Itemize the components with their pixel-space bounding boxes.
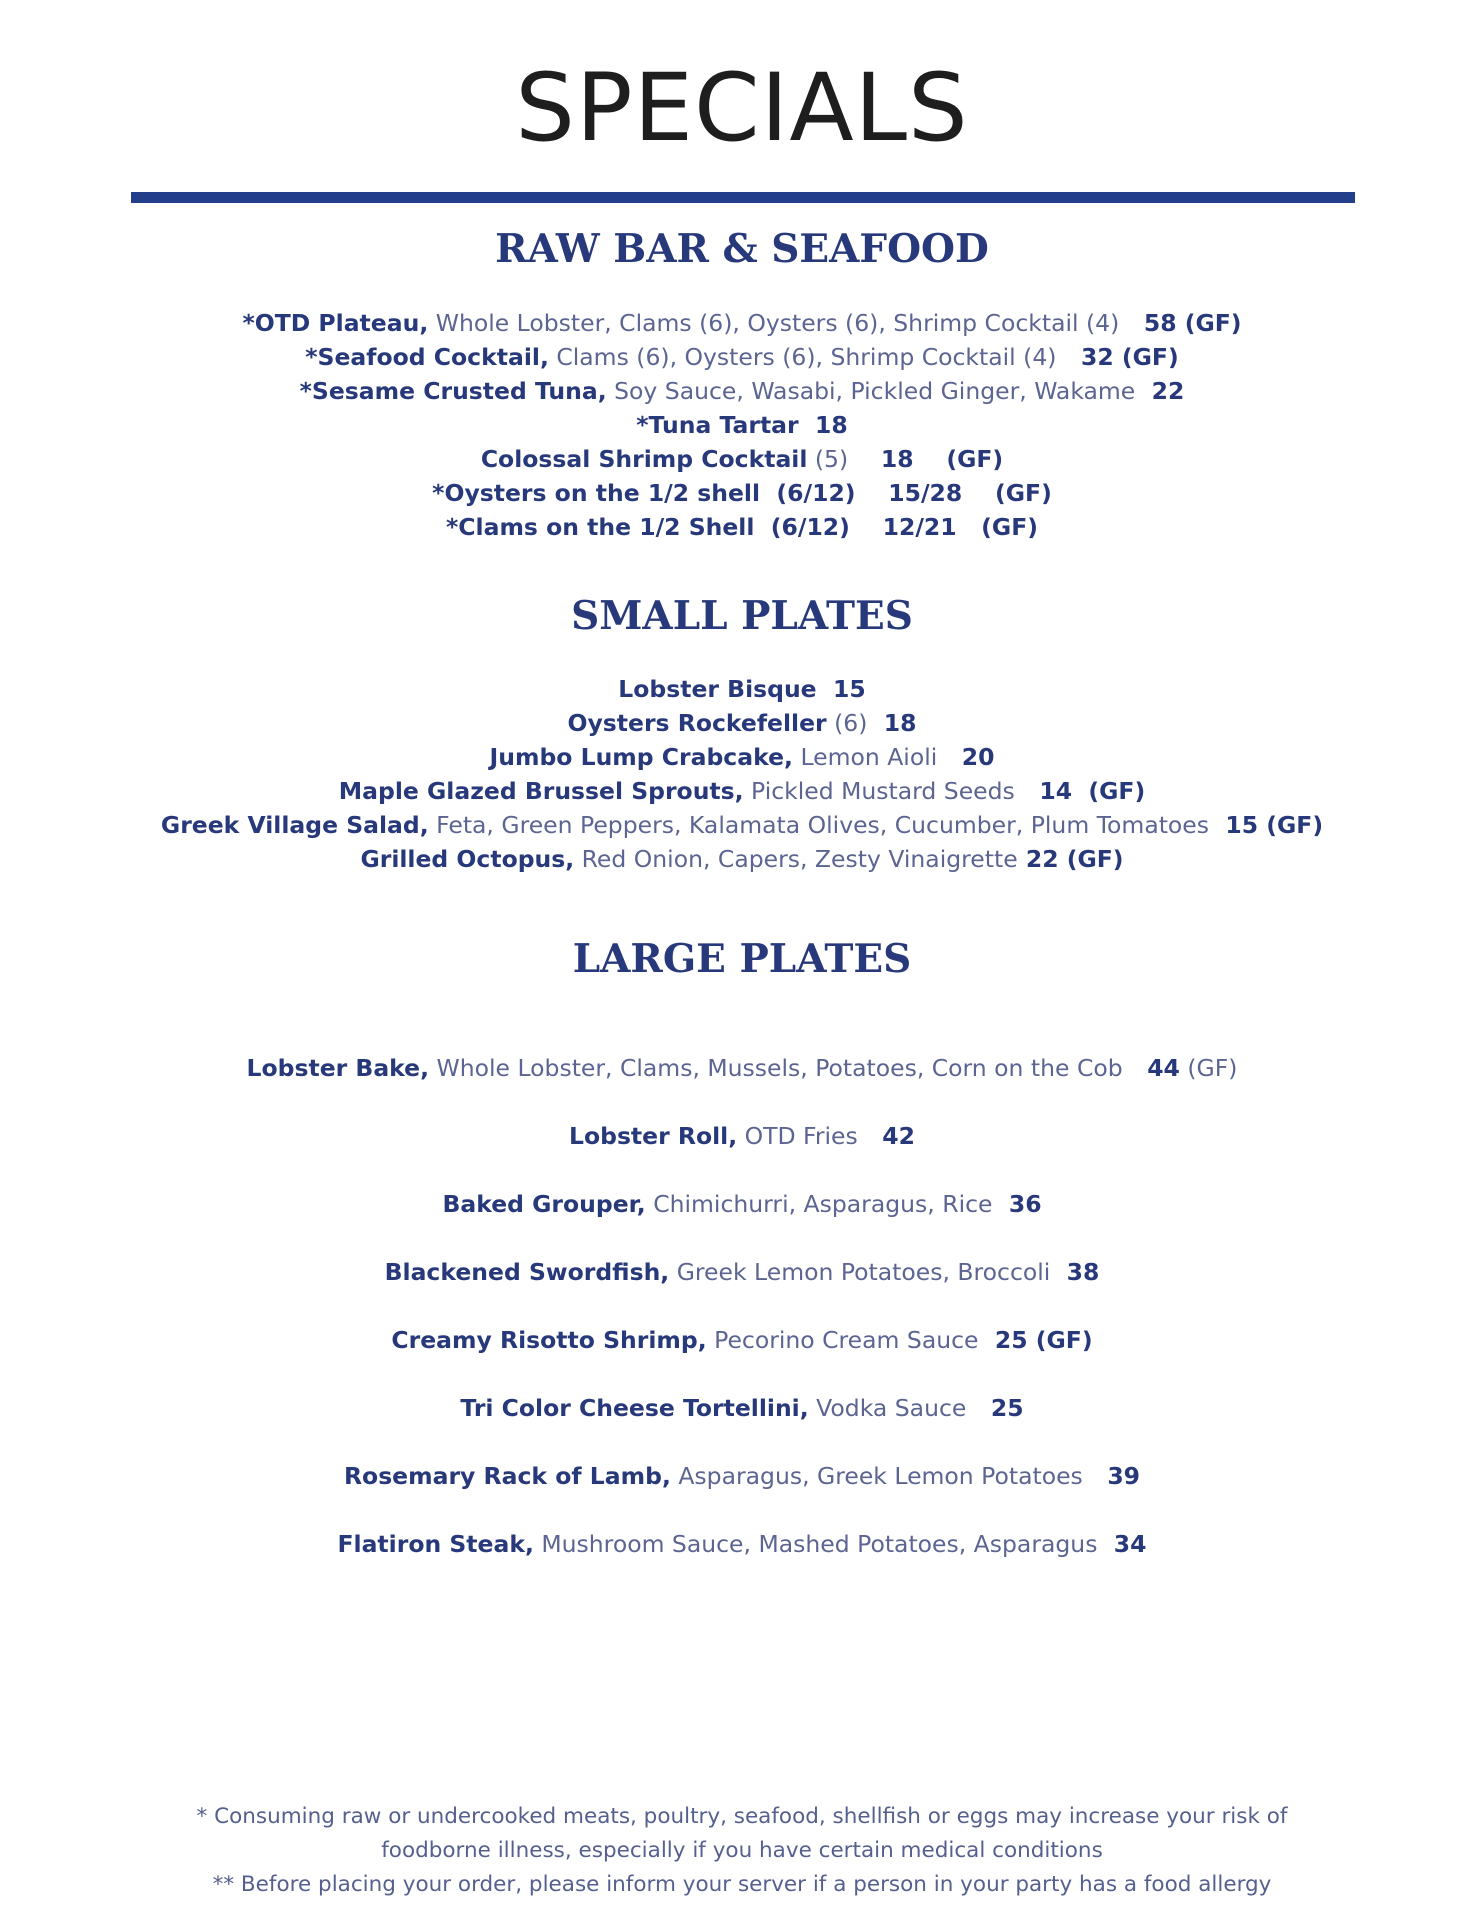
- menu-item-description: OTD Fries: [737, 1122, 858, 1150]
- menu-item: [0, 408, 1484, 442]
- menu-item-price: 15: [816, 675, 866, 703]
- menu-item-description: (6): [826, 709, 868, 737]
- menu-item-price: 58 (GF): [1119, 309, 1242, 337]
- menu-item-price: 18 (GF): [848, 445, 1004, 473]
- menu-item-name: *Sesame Crusted Tuna,: [299, 377, 607, 405]
- large-plates-list: [0, 1034, 1484, 1578]
- menu-item-description: Pickled Mustard Seeds: [743, 777, 1015, 805]
- menu-item: [0, 1102, 1484, 1170]
- menu-item: [0, 842, 1484, 876]
- menu-item-price: 44: [1122, 1054, 1180, 1082]
- menu-item-description: Soy Sauce, Wasabi, Pickled Ginger, Wakame: [606, 377, 1136, 405]
- raw-bar-list: [0, 306, 1484, 544]
- menu-item-price: 36: [992, 1190, 1042, 1218]
- menu-item-price: 34: [1097, 1530, 1147, 1558]
- menu-item-price: 38: [1050, 1258, 1100, 1286]
- menu-item-description: Asparagus, Greek Lemon Potatoes: [670, 1462, 1083, 1490]
- menu-item-description: Feta, Green Peppers, Kalamata Olives, Cucumber, Plum Tomatoes: [428, 811, 1210, 839]
- menu-item-description: Red Onion, Capers, Zesty Vinaigrette: [574, 845, 1018, 873]
- menu-item-name: Colossal Shrimp Cocktail: [480, 445, 808, 473]
- menu-item: [0, 1306, 1484, 1374]
- menu-item-price: 32 (GF): [1056, 343, 1179, 371]
- menu-item-name: Blackened Swordfish,: [384, 1258, 670, 1286]
- menu-item-description: Lemon Aioli: [792, 743, 938, 771]
- menu-item-price: 15 (GF): [1209, 811, 1324, 839]
- menu-item-description: Mushroom Sauce, Mashed Potatoes, Asparagus: [533, 1530, 1098, 1558]
- title-divider: [131, 192, 1355, 203]
- menu-item-name: Tri Color Cheese Tortellini,: [460, 1394, 809, 1422]
- menu-item-price: 25 (GF): [978, 1326, 1093, 1354]
- allergy-disclaimer: [0, 1800, 1484, 1902]
- menu-item-name: Creamy Risotto Shrimp,: [391, 1326, 707, 1354]
- menu-item: [0, 374, 1484, 408]
- disclaimer-line-3: ** Before placing your order, please inform your server if a person in your party has a food allergy: [212, 1872, 1272, 1897]
- menu-item-price: (6/12) 15/28 (GF): [760, 479, 1052, 507]
- menu-item-name: Flatiron Steak,: [337, 1530, 534, 1558]
- section-heading-raw-bar: RAW BAR & SEAFOOD: [495, 226, 989, 272]
- menu-item-name: Rosemary Rack of Lamb,: [343, 1462, 671, 1490]
- small-plates-list: [0, 672, 1484, 876]
- menu-item-description: Pecorino Cream Sauce: [706, 1326, 979, 1354]
- menu-item: [0, 672, 1484, 706]
- menu-item: [0, 1442, 1484, 1510]
- menu-item-name: Lobster Roll,: [569, 1122, 738, 1150]
- disclaimer-line-2: foodborne illness, especially if you have certain medical conditions: [381, 1838, 1103, 1863]
- menu-item-name: Baked Grouper,: [442, 1190, 646, 1218]
- menu-item-name: Greek Village Salad,: [160, 811, 429, 839]
- menu-item: [0, 740, 1484, 774]
- menu-item-description: Whole Lobster, Clams, Mussels, Potatoes, Corn on the Cob: [429, 1054, 1123, 1082]
- menu-item: [0, 808, 1484, 842]
- menu-item-name: Maple Glazed Brussel Sprouts,: [338, 777, 744, 805]
- menu-item: [0, 1238, 1484, 1306]
- menu-item-description: Vodka Sauce: [808, 1394, 967, 1422]
- menu-item-price: 25: [966, 1394, 1024, 1422]
- section-heading-large-plates: LARGE PLATES: [572, 936, 912, 982]
- menu-item-price: 42: [857, 1122, 915, 1150]
- menu-item-name: *OTD Plateau,: [242, 309, 429, 337]
- menu-item-name: *Tuna Tartar: [636, 411, 799, 439]
- page-title: SPECIALS: [515, 54, 969, 163]
- menu-item: [0, 706, 1484, 740]
- menu-item-name: *Seafood Cocktail,: [305, 343, 549, 371]
- menu-item-price: 18: [798, 411, 848, 439]
- disclaimer-line-1: * Consuming raw or undercooked meats, poultry, seafood, shellfish or eggs may increase your risk of: [196, 1804, 1288, 1829]
- menu-item: [0, 774, 1484, 808]
- menu-item-dietary-tag: (GF): [1179, 1054, 1238, 1082]
- menu-item: [0, 306, 1484, 340]
- menu-item-description: Clams (6), Oysters (6), Shrimp Cocktail (4): [548, 343, 1057, 371]
- menu-item-price: 18: [867, 709, 917, 737]
- menu-item-name: Oysters Rockefeller: [567, 709, 827, 737]
- menu-item-price: 14 (GF): [1014, 777, 1146, 805]
- menu-item-description: Greek Lemon Potatoes, Broccoli: [669, 1258, 1051, 1286]
- menu-item-name: *Clams on the 1/2 Shell: [446, 513, 755, 541]
- menu-item-price: (6/12) 12/21 (GF): [754, 513, 1038, 541]
- menu-item-price: 20: [937, 743, 995, 771]
- menu-item: [0, 1170, 1484, 1238]
- menu-item: [0, 510, 1484, 544]
- menu-item-description: Whole Lobster, Clams (6), Oysters (6), Shrimp Cocktail (4): [428, 309, 1120, 337]
- menu-item-description: Chimichurri, Asparagus, Rice: [645, 1190, 993, 1218]
- menu-item: [0, 476, 1484, 510]
- menu-item-price: 39: [1082, 1462, 1141, 1490]
- menu-item: [0, 1374, 1484, 1442]
- menu-item-description: (5): [807, 445, 849, 473]
- menu-item-name: Jumbo Lump Crabcake,: [489, 743, 793, 771]
- menu-item: [0, 340, 1484, 374]
- menu-item: [0, 1510, 1484, 1578]
- menu-item: [0, 1034, 1484, 1102]
- menu-item-name: Grilled Octopus,: [360, 845, 575, 873]
- menu-item-name: Lobster Bisque: [618, 675, 817, 703]
- menu-item-price: 22 (GF): [1017, 845, 1124, 873]
- section-heading-small-plates: SMALL PLATES: [571, 593, 913, 639]
- menu-item: [0, 442, 1484, 476]
- menu-item-name: *Oysters on the 1/2 shell: [432, 479, 761, 507]
- menu-item-price: 22: [1135, 377, 1185, 405]
- menu-item-name: Lobster Bake,: [246, 1054, 430, 1082]
